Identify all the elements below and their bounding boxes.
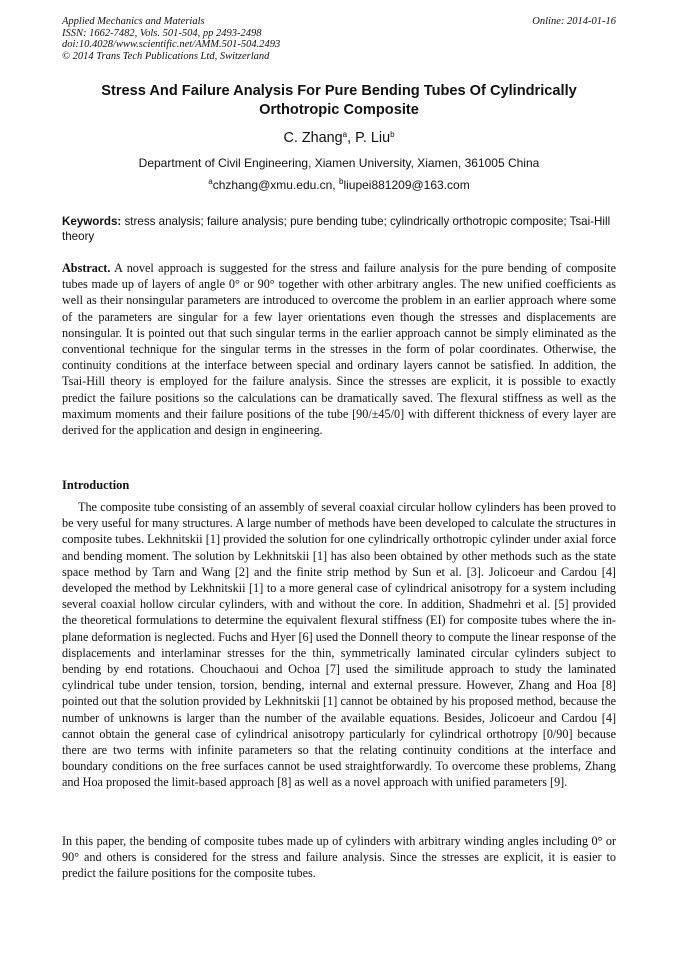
paper-title: Stress And Failure Analysis For Pure Bending Tubes Of Cylindrically Orthotropic Composite (101, 83, 577, 118)
email-b: liupei881209@163.com (343, 178, 470, 192)
abstract-text: A novel approach is suggested for the stress and failure analysis for the pure bending of composite tubes made up of layers of angle 0° or 90° together with other arbitrary angles. The new unified coefficients as well as their nonsingular parameters are introduced to overcome the problem in an earlier approach where some of the parameters are singular for a few layer orientations even though the stresses and displacements are nonsingular. It is pointed out that such singular terms in the earlier approach cannot be simply eliminated as the conventional technique for the singular terms in the stresses in the form of polar coordinates. Otherwise, the continuity conditions at the interface between special and ordinary layers cannot be satisfied. In addition, the Tsai-Hill theory is employed for the failure analysis. Since the stresses are explicit, it is possible to exactly predict the failure positions so the calculations can be dramatically saved. The flexural stiffness as well as the maximum moments and their failure positions of the tube [90/±45/0] with different thickness of every layer are derived for the application and design in engineering. (62, 261, 616, 438)
affiliation: Department of Civil Engineering, Xiamen University, Xiamen, 361005 China (138, 156, 540, 170)
intro-paragraph-2: In this paper, the bending of composite tubes made up of cylinders with arbitrary winding angles including 0° or 90° and others is considered for the stress and failure analysis. Since the stresses are explicit, it is easier to predict the failure positions for the composite tubes. (62, 834, 616, 881)
online-date (532, 16, 616, 28)
email-line (62, 178, 616, 193)
author-line (62, 129, 616, 147)
online-date-text: Online: 2014-01-16 (532, 16, 616, 27)
issn-line: ISSN: 1662-7482, Vols. 501-504, pp 2493-2498 (62, 27, 262, 39)
journal-header (62, 16, 280, 62)
keywords-text: stress analysis; failure analysis; pure bending tube; cylindrically orthotropic composite; Tsai-Hill theory (62, 215, 611, 243)
email-a-sup: a (208, 177, 213, 186)
author-1-sup: a (342, 130, 348, 139)
email-b-sup: b (338, 177, 344, 186)
author-2-sup: b (390, 130, 395, 139)
email-a: chzhang@xmu.edu.cn, (212, 178, 339, 192)
keywords (62, 214, 616, 244)
journal-name: Applied Mechanics and Materials (62, 16, 205, 27)
section-heading-introduction: Introduction (62, 478, 130, 492)
author-separator: , (347, 130, 356, 146)
author-2-name: P. Liu (355, 130, 391, 146)
keywords-label: Keywords: (62, 215, 122, 228)
copyright-line: © 2014 Trans Tech Publications Ltd, Switzerland (62, 50, 270, 62)
author-1-name: C. Zhang (283, 130, 343, 146)
abstract-label: Abstract. (62, 261, 111, 275)
doi-line: doi:10.4028/www.scientific.net/AMM.501-504.2493 (62, 39, 281, 51)
abstract (62, 260, 616, 438)
intro-paragraph-1: The composite tube consisting of an assembly of several coaxial circular hollow cylinders has been proved to be very useful for many structures. A large number of methods have been developed to calculate the structures in composite tubes. Lekhnitskii [1] provided the solution for one cylindrically orthotropic cylinder under axial force and bending moment. The solution by Lekhnitskii [1] has also been obtained by other methods such as the state space method by Tarn and Wang [2] and the finite strip method by Sun et al. [3]. Jolicoeur and Cardou [4] developed the method by Lekhnitskii [1] to a more general case of cylindrical anisotropy for a system including several coaxial hollow circular cylinders, with and without the core. In addition, Shadmehri et al. [5] provided the theoretical formulations to determine the equivalent flexural stiffness (EI) for composite tubes where the in-plane deformation is neglected. Fuchs and Hyer [6] used the Donnell theory to compute the linear response of the displacements and interlaminar stresses for the thin, symmetrically laminated circular cylinders subject to bending by end rotations. Chouchaoui and Ochoa [7] used the similitude approach to study the laminated cylindrical tube under tension, torsion, bending, internal and external pressure. However, Zhang and Hoa [8] pointed out that the solution provided by Lekhnitskii [1] cannot be obtained by his proposed method, because the number of unknowns is larger than the number of the available equations. Besides, Jolicoeur and Cardou [4] cannot obtain the general case of cylindrical anisotropy particularly for cylindrical orthotropy [0/90] because there are two terms with infinite parameters so that the relating continuity conditions at the interface and boundary conditions on the free surfaces cannot be used straightforwardly. To overcome these problems, Zhang and Hoa proposed the limit-based approach [8] as well as a novel approach with unified parameters [9]. (62, 500, 616, 790)
